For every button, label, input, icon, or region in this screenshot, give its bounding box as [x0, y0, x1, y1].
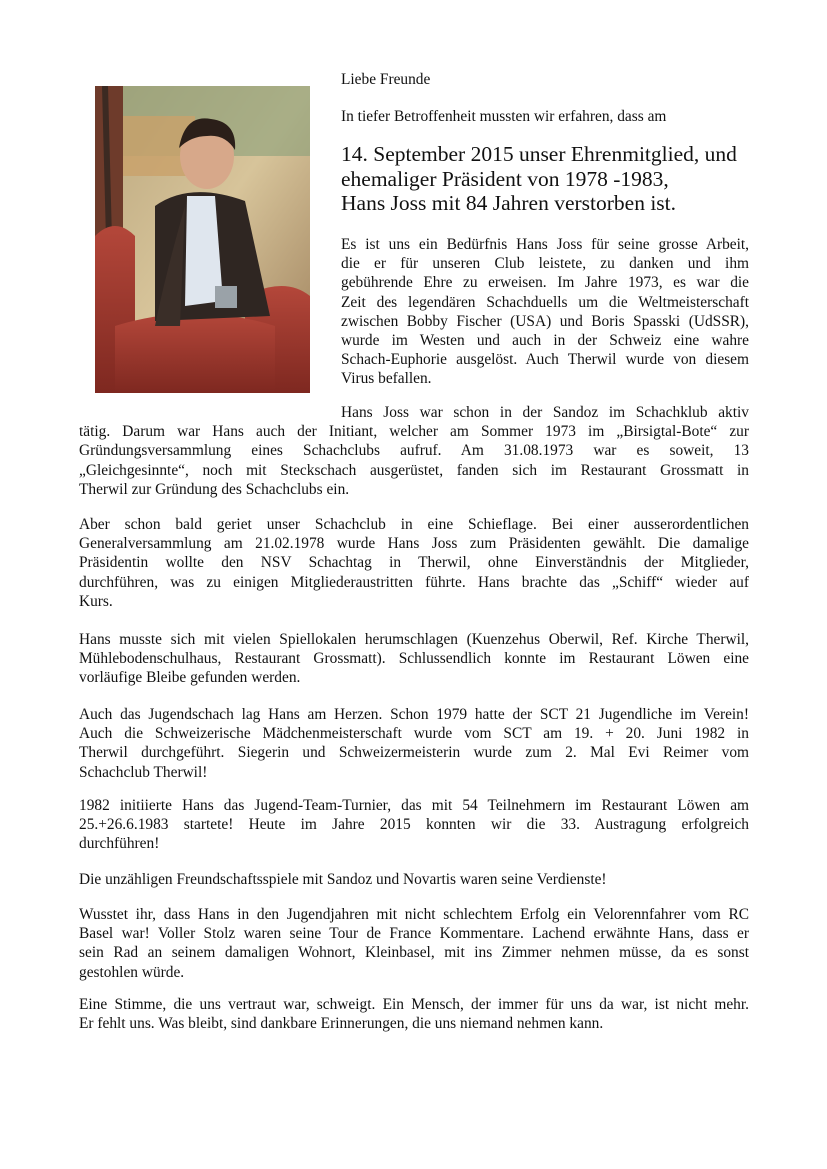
text-line: Therwil zur Gründung des Schachclubs ein.	[79, 480, 350, 498]
paragraph-cycling	[79, 905, 749, 982]
text-line: Virus befallen.	[341, 370, 432, 388]
text-line: Präsidentin wollte den NSV Schachtag in Therwil, ohne Einverständnis der Mitglieder,	[79, 554, 749, 572]
text-line: sein Rad an seinem damaligen Wohnort, Kleinbasel, mit ins Zimmer nehmen müsse, da es sonst	[79, 944, 749, 962]
text-line: Es ist uns ein Bedürfnis Hans Joss für seine grosse Arbeit,	[341, 236, 749, 253]
text-line: Hans Joss war schon in der Sandoz im Schachklub aktiv	[341, 404, 749, 421]
text-line: Auch das Jugendschach lag Hans am Herzen. Schon 1979 hatte der SCT 21 Jugendliche im Verein!	[79, 706, 749, 723]
text-line: wurde im Westen und auch in der Schweiz eine wahre	[341, 332, 749, 350]
text-line: vorläufige Bleibe gefunden werden.	[79, 669, 301, 687]
text-line: Gründungsversammlung eines Schachclubs aufruf. Am 31.08.1973 war es soweit, 13	[79, 442, 749, 460]
text-line: gestohlen würde.	[79, 963, 185, 981]
text-line: Die unzähligen Freundschaftsspiele mit Sandoz und Novartis waren seine Verdienste!	[79, 871, 607, 888]
text-line: Kurs.	[79, 592, 113, 610]
text-line: Generalversammlung am 21.02.1978 wurde Hans Joss zum Präsidenten gewählt. Die damalige	[79, 535, 749, 553]
text-line: Hans musste sich mit vielen Spiellokalen herumschlagen (Kuenzehus Oberwil, Ref. Kirche Therwil,	[79, 631, 749, 648]
text-line: Schachclub Therwil!	[79, 763, 208, 781]
text-line: die er für unseren Club leistete, zu danken und ihm	[341, 255, 749, 273]
paragraph-closing	[79, 995, 749, 1033]
text-line: „Gleichgesinnte“, noch mit Steckschach ausgerüstet, fanden sich im Restaurant Grossmatt in	[79, 461, 749, 479]
intro-line: In tiefer Betroffenheit mussten wir erfahren, dass am	[341, 108, 667, 125]
text-line: 25.+26.6.1983 startete! Heute im Jahre 2015 konnten wir die 33. Austragung erfolgreich	[79, 816, 749, 834]
headline-line: ehemaliger Präsident von 1978 -1983,	[341, 166, 669, 191]
text-line: Auch die Schweizerische Mädchenmeisterschaft wurde vom SCT am 19. + 20. Juni 1982 in	[79, 725, 749, 743]
text-line: Eine Stimme, die uns vertraut war, schweigt. Ein Mensch, der immer für uns da war, ist nicht mehr.	[79, 996, 749, 1013]
headline-line: Hans Joss mit 84 Jahren verstorben ist.	[341, 191, 677, 215]
text-line: Zeit des legendären Schachduells um die Weltmeisterschaft	[341, 293, 749, 311]
paragraph-tribute	[341, 235, 749, 389]
text-line: durchführen, was zu einigen Mitgliederaustritten führte. Hans brachte das „Schiff“ wieder auf	[79, 573, 749, 591]
text-line: durchführen!	[79, 835, 160, 853]
paragraph-venues	[79, 630, 749, 688]
portrait-photo	[95, 86, 310, 393]
text-line: 1982 initiierte Hans das Jugend-Team-Turnier, das mit 54 Teilnehmern im Restaurant Löwen am	[79, 797, 749, 814]
text-line: tätig. Darum war Hans auch der Initiant, welcher am Sommer 1973 im „Birsigtal-Bote“ zur	[79, 423, 749, 441]
greeting: Liebe Freunde	[341, 71, 431, 88]
text-line: Therwil durchgeführt. Siegerin und Schweizermeisterin wurde zum 2. Mal Evi Reimer vom	[79, 744, 749, 762]
text-line: Mühlebodenschulhaus, Restaurant Grossmatt). Schlussendlich konnte im Restaurant Löwen eine	[79, 650, 749, 668]
text-line: zwischen Bobby Fischer (USA) und Boris Spasski (UdSSR),	[341, 312, 749, 330]
paragraph-friendly-matches	[79, 870, 749, 889]
paragraph-tournament	[79, 796, 749, 854]
paragraph-youth-chess	[79, 705, 749, 782]
headline-line: 14. September 2015 unser Ehrenmitglied, und	[341, 142, 737, 166]
text-line: Schach-Euphorie ausgelöst. Auch Therwil wurde von diesem	[341, 351, 749, 369]
text-line: Basel war! Voller Stolz waren seine Tour de France Kommentare. Lachend erwähnte Hans, dass er	[79, 925, 749, 943]
text-line: gebührende Ehre zu erweisen. Im Jahre 1973, es war die	[341, 274, 749, 292]
paragraph-founding	[79, 403, 749, 499]
paragraph-presidency	[79, 515, 749, 611]
text-line: Er fehlt uns. Was bleibt, sind dankbare Erinnerungen, die uns niemand nehmen kann.	[79, 1015, 604, 1033]
text-line: Wusstet ihr, dass Hans in den Jugendjahren mit nicht schlechtem Erfolg ein Velorennfahrer vom RC	[79, 906, 749, 923]
headline	[341, 142, 811, 216]
text-line: Aber schon bald geriet unser Schachclub in eine Schieflage. Bei einer ausserordentlichen	[79, 516, 749, 533]
